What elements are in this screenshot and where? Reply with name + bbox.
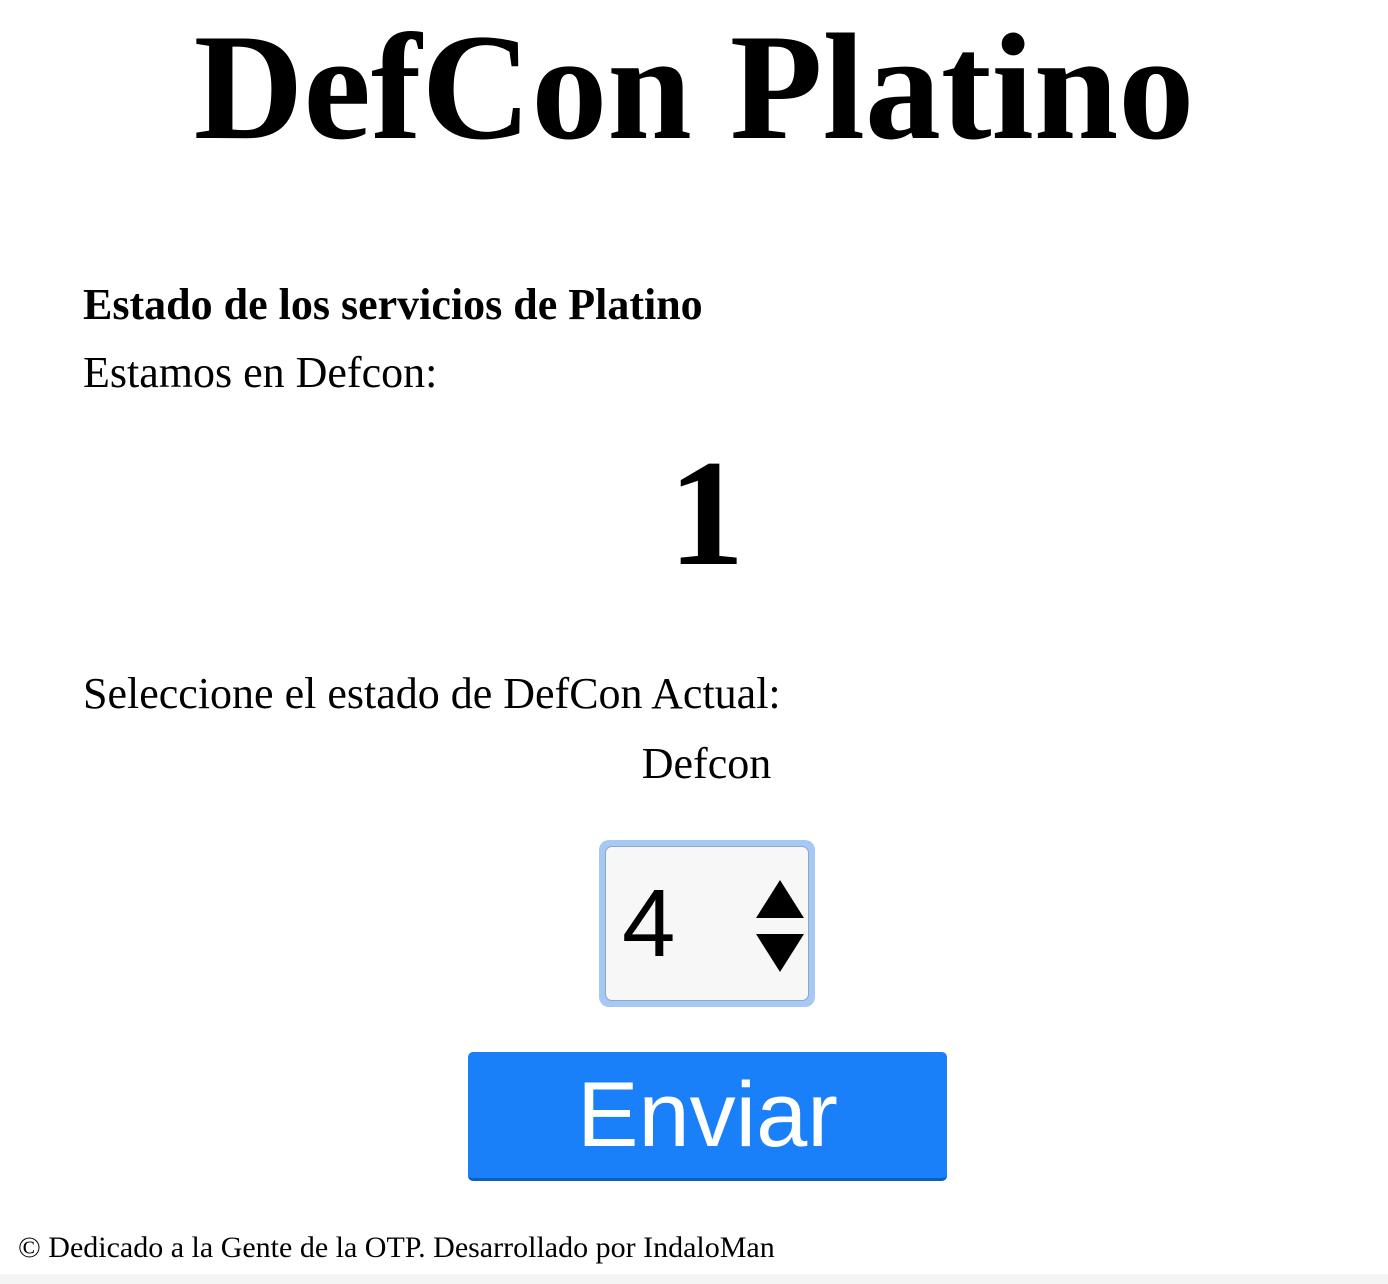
page-title: DefCon Platino xyxy=(193,3,1195,171)
current-status-label: Estamos en Defcon: xyxy=(83,348,438,397)
defcon-field-label: Defcon xyxy=(641,739,772,788)
defcon-number-input[interactable] xyxy=(605,846,809,1001)
footer-divider xyxy=(0,1274,1388,1284)
triangle-up-icon[interactable] xyxy=(756,880,804,918)
footer-text: © Dedicado a la Gente de la OTP. Desarrollado por IndaloMan xyxy=(18,1231,775,1264)
stepper-arrows[interactable] xyxy=(752,878,808,974)
status-heading: Estado de los servicios de Platino xyxy=(83,280,703,329)
defcon-input-value[interactable]: 4 xyxy=(622,870,676,977)
select-prompt: Seleccione el estado de DefCon Actual: xyxy=(83,669,781,718)
triangle-down-icon[interactable] xyxy=(756,934,804,972)
submit-button[interactable]: Enviar xyxy=(468,1052,947,1181)
current-defcon-value: 1 xyxy=(668,429,745,597)
